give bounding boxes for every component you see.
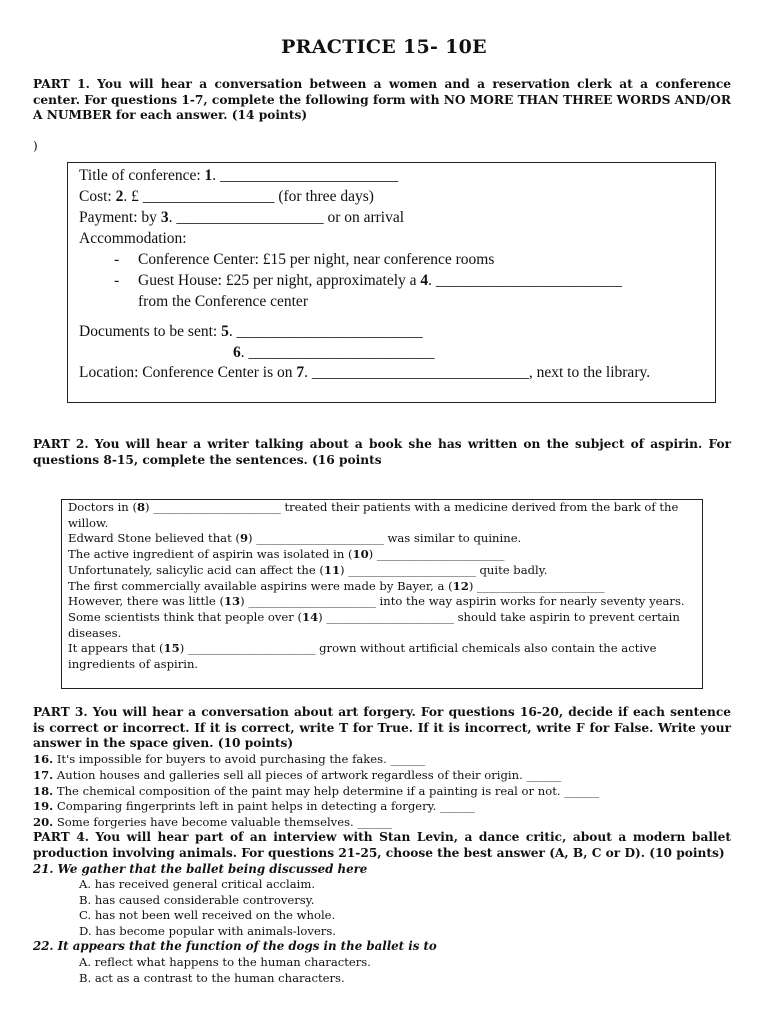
form-line-cost: Cost: 2. £ _________________ (for three days) bbox=[79, 188, 374, 205]
tf-item-20: 20. Some forgeries have become valuable themselves. ______ bbox=[33, 815, 393, 829]
part3-instructions: PART 3. You will hear a conversation about art forgery. For questions 16-20, decide if each sentence is correct or incorrect. If it is correct, write T for True. If it is incorrect, write F for False. Write your answer in the space given. (10 points) bbox=[33, 705, 731, 751]
sentence-11: Unfortunately, salicylic acid can affect the (11) ______________________ quite badly. bbox=[68, 562, 548, 577]
sentence-8: Doctors in (8) ______________________ treated their patients with a medicine derived from the bark of the willow. bbox=[68, 500, 679, 530]
form-line-guest-house: Guest House: £25 per night, approximately a 4. ________________________ bbox=[138, 272, 622, 289]
page-title: PRACTICE 15- 10E bbox=[281, 36, 487, 58]
sentence-9: Edward Stone believed that (9) ______________________ was similar to quinine. bbox=[68, 531, 522, 546]
form-line-documents-6: 6. ________________________ bbox=[233, 344, 435, 361]
tf-item-16: 16. It's impossible for buyers to avoid purchasing the fakes. ______ bbox=[33, 752, 426, 766]
part4-instructions: PART 4. You will hear part of an interview with Stan Levin, a dance critic, about a modern ballet production involving animals. For questions 21-25, choose the best answer (A, B, C or D). (10 points) bbox=[33, 830, 731, 860]
form-dash: - bbox=[114, 272, 120, 289]
part1-instructions: PART 1. You will hear a conversation between a women and a reservation clerk at a conference center. For questions 1-7, complete the following form with NO MORE THAN THREE WORDS AND/OR A NUMBER for each answer. (14 points) bbox=[33, 77, 731, 123]
sentence-10: The active ingredient of aspirin was isolated in (10) ______________________ bbox=[68, 547, 505, 562]
form-line-payment: Payment: by 3. ___________________ or on arrival bbox=[79, 209, 405, 226]
option-21a: A. has received general critical acclaim. bbox=[79, 877, 316, 891]
question-22: 22. It appears that the function of the dogs in the ballet is to bbox=[33, 939, 437, 953]
option-22b: B. act as a contrast to the human characters. bbox=[79, 971, 345, 985]
part2-sentence-box bbox=[61, 499, 703, 689]
tf-item-17: 17. Aution houses and galleries sell all pieces of artwork regardless of their origin. ______ bbox=[33, 768, 562, 782]
form-line-guest-house-cont: from the Conference center bbox=[138, 293, 308, 310]
sentence-14: Some scientists think that people over (14) ______________________ should take aspirin to prevent certain diseases. bbox=[68, 609, 680, 640]
form-line-title: Title of conference: 1. _______________________ bbox=[79, 167, 399, 184]
sentence-15: It appears that (15) ______________________ grown without artificial chemicals also contain the active ingredients of aspirin. bbox=[68, 641, 657, 672]
part2-instructions: PART 2. You will hear a writer talking about a book she has written on the subject of aspirin. For questions 8-15, complete the sentences. (16 points bbox=[33, 437, 731, 467]
option-22a: A. reflect what happens to the human characters. bbox=[79, 955, 371, 969]
option-21b: B. has caused considerable controversy. bbox=[79, 893, 315, 907]
option-21c: C. has not been well received on the whole. bbox=[79, 908, 336, 922]
tf-item-18: 18. The chemical composition of the paint may help determine if a painting is real or not. ______ bbox=[33, 784, 600, 798]
form-line-location: Location: Conference Center is on 7. ____________________________, next to the library. bbox=[79, 364, 651, 381]
part1-form-box bbox=[67, 162, 716, 403]
sentence-13: However, there was little (13) ______________________ into the way aspirin works for nearly seventy years. bbox=[68, 594, 685, 609]
form-line-conference-center: Conference Center: £15 per night, near conference rooms bbox=[138, 251, 495, 268]
sentence-12: The first commercially available aspirins were made by Bayer, a (12) ______________________ bbox=[68, 578, 605, 593]
form-line-accommodation: Accommodation: bbox=[79, 230, 187, 247]
form-dash: - bbox=[114, 251, 120, 268]
form-line-documents: Documents to be sent: 5. ________________________ bbox=[79, 323, 423, 340]
option-21d: D. has become popular with animals-lovers. bbox=[79, 924, 336, 938]
question-21: 21. We gather that the ballet being discussed here bbox=[33, 862, 368, 876]
stray-parenthesis: ) bbox=[33, 139, 38, 153]
tf-item-19: 19. Comparing fingerprints left in paint helps in detecting a forgery. ______ bbox=[33, 799, 475, 813]
